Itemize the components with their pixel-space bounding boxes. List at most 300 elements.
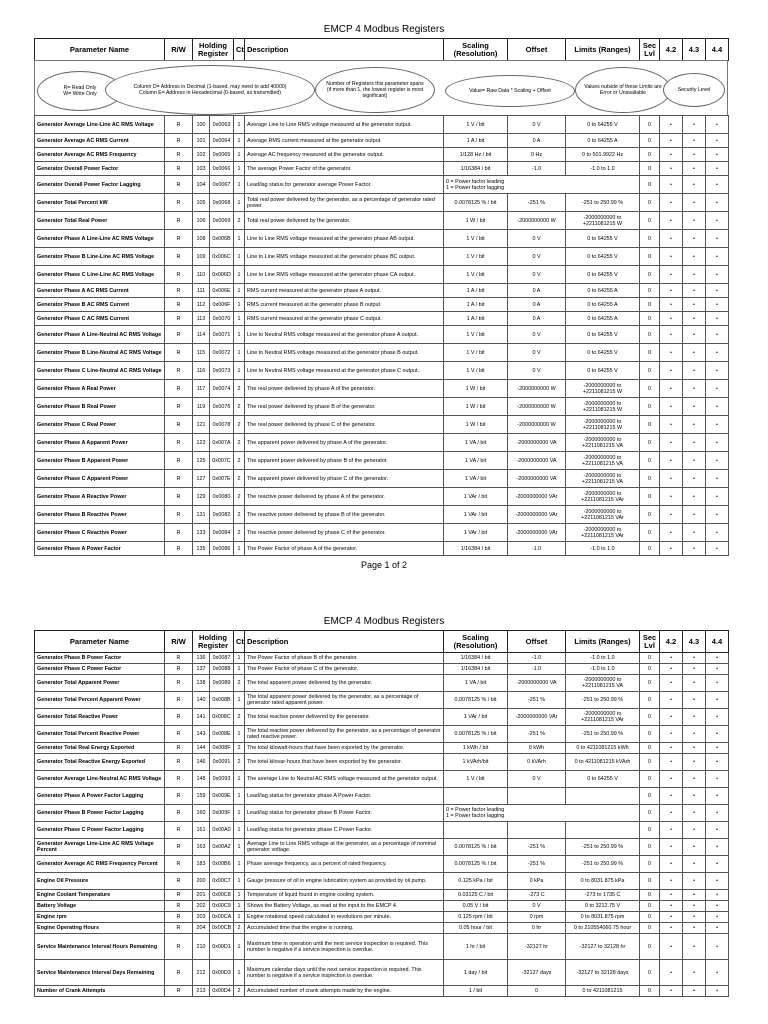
cell-sec-lvl: 0 [640,416,660,434]
version-support-dot: • [706,873,729,890]
cell-limits: 0 to 64255 A [566,298,640,312]
cell-register-hex: 0x0069 [210,212,234,230]
cell-register-dec: 212 [193,960,210,986]
cell-count: 2 [234,434,245,452]
header-parameter-name: Parameter Name [35,39,165,61]
cell-sec-lvl: 0 [640,856,660,873]
header-scaling: Scaling (Resolution) [444,631,508,653]
version-support-dot: • [660,664,683,675]
cell-sec-lvl: 0 [640,134,660,148]
cell-description: The average Power Factor of the generator. [245,162,444,176]
cell-description: The Power Factor of phase C of the generator. [245,664,444,675]
version-support-dot: • [683,452,706,470]
cell-offset: 0 [508,986,566,997]
cell-sec-lvl: 0 [640,839,660,856]
cell-register-hex: 0x006C [210,248,234,266]
cell-rw: R [165,912,193,923]
cell-offset: 0 rpm [508,912,566,923]
cell-param-name: Generator Average Line-Line AC RMS Voltage [35,116,165,134]
cell-rw: R [165,212,193,230]
version-support-dot: • [683,890,706,901]
cell-scaling: 1 A / bit [444,134,508,148]
version-support-dot: • [683,923,706,934]
cell-param-name: Generator Total Real Energy Exported [35,743,165,754]
header-offset: Offset [508,39,566,61]
cell-param-name: Engine Coolant Temperature [35,890,165,901]
cell-sec-lvl: 0 [640,344,660,362]
table-row [35,771,729,788]
header-description: Description [245,39,444,61]
cell-register-hex: 0x00D1 [210,934,234,960]
cell-param-name: Generator Phase A Real Power [35,380,165,398]
cell-rw: R [165,934,193,960]
cell-register-hex: 0x0087 [210,653,234,664]
cell-description: The real power delivered by phase B of the generator. [245,398,444,416]
cell-register-hex: 0x0065 [210,148,234,162]
version-support-dot: • [683,912,706,923]
version-support-dot: • [683,856,706,873]
cell-register-hex: 0x0066 [210,162,234,176]
cell-register-dec: 114 [193,326,210,344]
cell-scaling: 1 VA / bit [444,675,508,692]
version-support-dot: • [660,726,683,743]
cell-scaling: 0.0078125 % / bit [444,726,508,743]
table-row [35,452,729,470]
cell-count: 1 [234,266,245,284]
cell-rw: R [165,194,193,212]
cell-offset: -1.0 [508,653,566,664]
cell-description: Accumulated number of crank attempts made by the engine. [245,986,444,997]
cell-param-name: Generator Total Percent Apparent Power [35,692,165,709]
cell-register-dec: 135 [193,542,210,556]
version-support-dot: • [660,675,683,692]
cell-register-dec: 100 [193,116,210,134]
version-support-dot: • [660,901,683,912]
cell-count: 2 [234,452,245,470]
header-rw: R/W [165,39,193,61]
version-support-dot: • [683,298,706,312]
cell-scaling: 0.03125 C / bit [444,890,508,901]
version-support-dot: • [683,901,706,912]
cell-register-dec: 109 [193,248,210,266]
cell-sec-lvl: 0 [640,162,660,176]
cell-limits: 0 to 64255 A [566,312,640,326]
cell-rw: R [165,148,193,162]
cell-register-dec: 108 [193,230,210,248]
cell-register-hex: 0x00A0 [210,822,234,839]
cell-param-name: Generator Total Reactive Energy Exported [35,754,165,771]
version-support-dot: • [706,542,729,556]
legend-value-note: Value= Raw Data * Scaling + Offset [445,75,575,107]
version-support-dot: • [706,839,729,856]
cell-description: The total kilovar-hours that have been exported by the generator. [245,754,444,771]
cell-register-hex: 0x00A2 [210,839,234,856]
table-row [35,726,729,743]
cell-limits: 0 to 4211081215 [566,986,640,997]
cell-param-name: Generator Phase C Power Factor [35,664,165,675]
cell-register-dec: 117 [193,380,210,398]
cell-count: 1 [234,839,245,856]
cell-scaling: 1 W / bit [444,380,508,398]
cell-register-hex: 0x00D3 [210,960,234,986]
version-support-dot: • [683,839,706,856]
cell-sec-lvl: 0 [640,912,660,923]
version-support-dot: • [660,398,683,416]
version-support-dot: • [683,771,706,788]
header-v44: 4.4 [706,39,729,61]
cell-offset: -251 % [508,839,566,856]
cell-scaling: 0.0078125 % / bit [444,194,508,212]
cell-rw: R [165,506,193,524]
cell-register-dec: 148 [193,771,210,788]
cell-offset: -1.0 [508,664,566,675]
table-row [35,284,729,298]
cell-description: The total kilowatt-hours that have been exported by the generator. [245,743,444,754]
cell-sec-lvl: 0 [640,212,660,230]
cell-rw: R [165,434,193,452]
cell-sec-lvl: 0 [640,934,660,960]
page-title-2: EMCP 4 Modbus Registers [323,616,445,627]
table-row [35,542,729,556]
cell-rw: R [165,692,193,709]
cell-param-name: Generator Phase B Power Factor Lagging [35,805,165,822]
version-support-dot: • [660,805,683,822]
cell-param-name: Generator Phase B Line-Line AC RMS Voltage [35,248,165,266]
table-row [35,434,729,452]
cell-param-name: Engine Operating Hours [35,923,165,934]
legend-count-note: Number of Registers this parameter spans (if more than 1, the lowest register is most significant) [315,67,435,113]
cell-param-name: Generator Phase A Line-Line AC RMS Voltage [35,230,165,248]
cell-description: RMS current measured at the generator phase C output. [245,312,444,326]
version-support-dot: • [706,194,729,212]
cell-offset: -32127 days [508,960,566,986]
cell-description: Lead/lag status for generator phase C Power Factor. [245,822,444,839]
version-support-dot: • [683,416,706,434]
cell-param-name: Generator Phase A Line-Neutral AC RMS Voltage [35,326,165,344]
cell-rw: R [165,675,193,692]
version-support-dot: • [660,148,683,162]
cell-limits: -251 to 250.99 % [566,839,640,856]
version-support-dot: • [660,116,683,134]
cell-count: 2 [234,488,245,506]
cell-register-dec: 202 [193,901,210,912]
version-support-dot: • [683,754,706,771]
cell-sec-lvl: 0 [640,960,660,986]
cell-param-name: Generator Phase B Reactive Power [35,506,165,524]
cell-sec-lvl: 0 [640,452,660,470]
cell-rw: R [165,362,193,380]
cell-sec-lvl: 0 [640,726,660,743]
version-support-dot: • [660,362,683,380]
version-support-dot: • [660,890,683,901]
cell-description: The Power Factor of phase B of the generator. [245,653,444,664]
cell-param-name: Generator Phase B Power Factor [35,653,165,664]
table-row [35,298,729,312]
table-row [35,116,729,134]
cell-offset: 0 V [508,116,566,134]
cell-rw: R [165,312,193,326]
cell-count: 1 [234,692,245,709]
cell-limits: 0 to 64255 V [566,248,640,266]
table-row [35,653,729,664]
cell-param-name: Generator Phase B Real Power [35,398,165,416]
cell-sec-lvl: 0 [640,754,660,771]
version-support-dot: • [660,856,683,873]
cell-register-dec: 203 [193,912,210,923]
version-support-dot: • [706,470,729,488]
cell-scaling: 1 V / bit [444,116,508,134]
cell-offset: -2000000000 VA [508,434,566,452]
table-row [35,901,729,912]
cell-offset: 0 A [508,312,566,326]
cell-description: Line to Line RMS voltage measured at the generator phase CA output. [245,266,444,284]
cell-offset: -32127 hr [508,934,566,960]
cell-register-hex: 0x0078 [210,416,234,434]
header-v43: 4.3 [683,39,706,61]
cell-register-hex: 0x00B6 [210,856,234,873]
version-support-dot: • [706,653,729,664]
cell-sec-lvl: 0 [640,542,660,556]
cell-rw: R [165,524,193,542]
cell-offset: 0 A [508,134,566,148]
cell-scaling [444,788,508,805]
version-support-dot: • [706,822,729,839]
cell-sec-lvl: 0 [640,312,660,326]
version-support-dot: • [660,873,683,890]
cell-description: Line to Neutral RMS voltage measured at the generator phase C output. [245,362,444,380]
version-support-dot: • [683,362,706,380]
cell-limits: -2000000000 to +2211081215 VAr [566,709,640,726]
cell-count: 2 [234,675,245,692]
table-header-row [35,631,729,653]
cell-register-dec: 137 [193,664,210,675]
cell-register-hex: 0x006D [210,266,234,284]
cell-param-name: Generator Phase C Line-Neutral AC RMS Voltage [35,362,165,380]
cell-register-dec: 102 [193,148,210,162]
cell-count: 2 [234,754,245,771]
cell-limits: -2000000000 to +2211081215 VAr [566,506,640,524]
table-row [35,194,729,212]
cell-param-name: Generator Phase B Line-Neutral AC RMS Voltage [35,344,165,362]
version-support-dot: • [706,506,729,524]
version-support-dot: • [706,362,729,380]
version-support-dot: • [706,890,729,901]
cell-register-hex: 0x0091 [210,754,234,771]
cell-register-dec: 146 [193,754,210,771]
cell-scaling: 0 = Power factor leading 1 = Power factor lagging [444,805,640,822]
cell-register-dec: 105 [193,194,210,212]
cell-register-hex: 0x00C9 [210,901,234,912]
cell-count: 1 [234,248,245,266]
cell-count: 1 [234,298,245,312]
cell-description: The real power delivered by phase C of the generator. [245,416,444,434]
version-support-dot: • [706,524,729,542]
version-support-dot: • [706,266,729,284]
cell-param-name: Generator Average Line-Neutral AC RMS Voltage [35,771,165,788]
table-row [35,743,729,754]
cell-register-dec: 103 [193,162,210,176]
version-support-dot: • [683,709,706,726]
cell-count: 1 [234,912,245,923]
version-support-dot: • [706,788,729,805]
cell-scaling: 0.125 rpm / bit [444,912,508,923]
cell-scaling: 0.05 V / bit [444,901,508,912]
version-support-dot: • [660,960,683,986]
cell-count: 1 [234,162,245,176]
cell-register-dec: 113 [193,312,210,326]
cell-register-dec: 111 [193,284,210,298]
version-support-dot: • [706,986,729,997]
version-support-dot: • [706,743,729,754]
cell-scaling: 1 VAr / bit [444,709,508,726]
cell-count: 1 [234,726,245,743]
cell-scaling: 0.0078125 % / bit [444,839,508,856]
cell-register-dec: 143 [193,726,210,743]
cell-param-name: Generator Overall Power Factor Lagging [35,176,165,194]
version-support-dot: • [706,901,729,912]
cell-count: 1 [234,344,245,362]
cell-rw: R [165,344,193,362]
cell-description: Maximum time in operation until the next service inspection is required. This number is negative if a service inspection is overdue. [245,934,444,960]
cell-sec-lvl: 0 [640,266,660,284]
table-row [35,754,729,771]
cell-rw: R [165,542,193,556]
version-support-dot: • [660,380,683,398]
cell-sec-lvl: 0 [640,805,660,822]
cell-register-hex: 0x008E [210,726,234,743]
cell-register-hex: 0x007C [210,452,234,470]
cell-rw: R [165,709,193,726]
cell-register-dec: 138 [193,675,210,692]
version-support-dot: • [683,542,706,556]
cell-scaling: 1 A / bit [444,298,508,312]
cell-param-name: Generator Phase A AC RMS Current [35,284,165,298]
cell-scaling: 1/16384 / bit [444,162,508,176]
version-support-dot: • [683,653,706,664]
table-row [35,788,729,805]
cell-register-hex: 0x007A [210,434,234,452]
cell-offset [508,822,566,839]
cell-scaling: 1 VAr / bit [444,524,508,542]
cell-description: The average Line to Neutral AC RMS voltage measured at the generator output. [245,771,444,788]
header-limits: Limits (Ranges) [566,631,640,653]
cell-count: 2 [234,986,245,997]
cell-param-name: Number of Crank Attempts [35,986,165,997]
cell-rw: R [165,771,193,788]
cell-sec-lvl: 0 [640,901,660,912]
version-support-dot: • [660,923,683,934]
version-support-dot: • [706,344,729,362]
cell-offset: -2000000000 W [508,416,566,434]
register-table-body [34,115,729,556]
cell-scaling: 1 VA / bit [444,434,508,452]
table-row [35,134,729,148]
table-header-row [35,39,729,61]
cell-rw: R [165,822,193,839]
cell-description: The apparent power delivered by phase B of the generator. [245,452,444,470]
table-row [35,692,729,709]
cell-limits: -1.0 to 1.0 [566,664,640,675]
cell-scaling: 1 A / bit [444,312,508,326]
cell-register-dec: 161 [193,822,210,839]
cell-count: 1 [234,934,245,960]
cell-register-hex: 0x0076 [210,398,234,416]
cell-register-dec: 183 [193,856,210,873]
cell-register-hex: 0x0088 [210,664,234,675]
cell-scaling: 1 V / bit [444,230,508,248]
cell-description: Shows the Battery Voltage, as read at the input to the EMCP 4. [245,901,444,912]
cell-count: 1 [234,230,245,248]
cell-sec-lvl: 0 [640,692,660,709]
cell-limits: 0 to 64255 V [566,344,640,362]
cell-sec-lvl: 0 [640,298,660,312]
version-support-dot: • [706,212,729,230]
header-holding-register: Holding Register [193,39,234,61]
version-support-dot: • [660,506,683,524]
cell-rw: R [165,890,193,901]
table-row [35,326,729,344]
cell-register-dec: 119 [193,398,210,416]
cell-param-name: Generator Phase B Apparent Power [35,452,165,470]
cell-param-name: Generator Average AC RMS Frequency Percent [35,856,165,873]
cell-register-dec: 127 [193,470,210,488]
cell-rw: R [165,470,193,488]
version-support-dot: • [706,934,729,960]
cell-scaling: 1 A / bit [444,284,508,298]
cell-scaling: 1/16384 / bit [444,542,508,556]
version-support-dot: • [706,805,729,822]
cell-scaling: 0.0078125 % / bit [444,692,508,709]
cell-rw: R [165,266,193,284]
version-support-dot: • [683,524,706,542]
version-support-dot: • [683,194,706,212]
table-row [35,162,729,176]
cell-limits: -1.0 to 1.0 [566,653,640,664]
version-support-dot: • [660,986,683,997]
cell-limits: -2000000000 to +2211081215 VAr [566,488,640,506]
table-row [35,890,729,901]
cell-param-name: Generator Average AC RMS Frequency [35,148,165,162]
cell-rw: R [165,743,193,754]
cell-count: 2 [234,398,245,416]
cell-limits: -2000000000 to +2211081215 VA [566,675,640,692]
cell-count: 1 [234,664,245,675]
cell-scaling: 1 kWh / bit [444,743,508,754]
version-support-dot: • [683,230,706,248]
table-row [35,524,729,542]
cell-count: 1 [234,822,245,839]
version-support-dot: • [660,771,683,788]
version-support-dot: • [660,934,683,960]
cell-register-dec: 144 [193,743,210,754]
version-support-dot: • [660,692,683,709]
cell-register-dec: 141 [193,709,210,726]
cell-limits [566,788,640,805]
cell-description: Lead/lag status for generator phase B Power Factor. [245,805,444,822]
cell-rw: R [165,653,193,664]
version-support-dot: • [660,524,683,542]
cell-param-name: Service Maintenance Interval Days Remaining [35,960,165,986]
cell-limits: -2000000000 to +2211081215 W [566,380,640,398]
header-holding-register: Holding Register [193,631,234,653]
cell-description: Phase average frequency, as a percent of rated frequency. [245,856,444,873]
cell-offset: -251 % [508,194,566,212]
table-row [35,675,729,692]
version-support-dot: • [683,822,706,839]
cell-register-dec: 116 [193,362,210,380]
cell-register-hex: 0x0074 [210,380,234,398]
cell-param-name: Generator Phase C Power Factor Lagging [35,822,165,839]
